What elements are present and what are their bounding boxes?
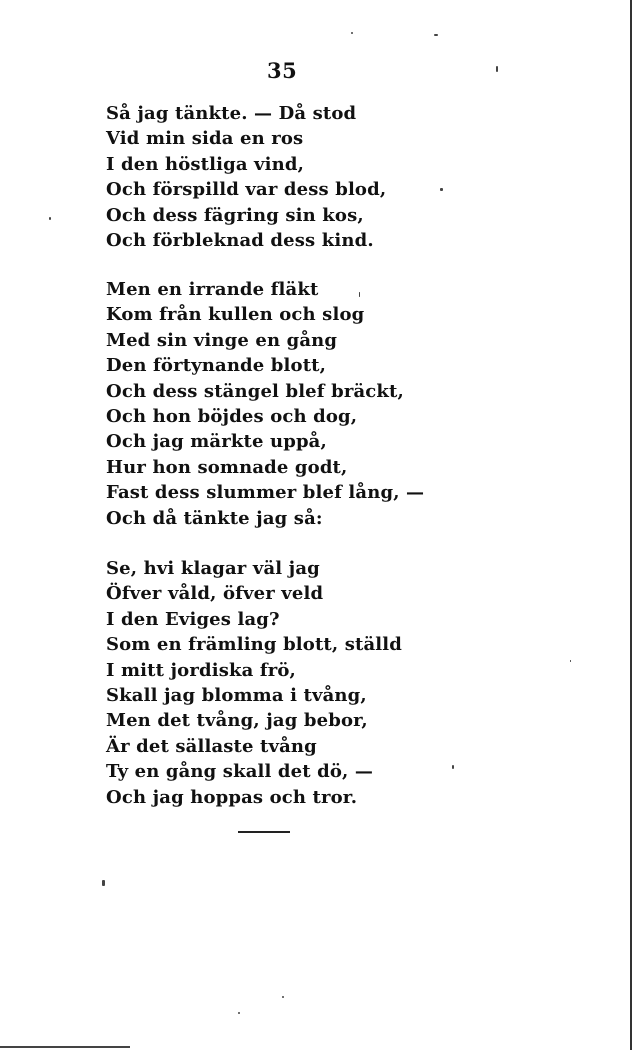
page-edge-bottom	[0, 1046, 130, 1048]
poem-line: Och förspilld var dess blod,	[106, 179, 387, 201]
stanza-2	[106, 277, 436, 531]
stanza-1	[106, 101, 436, 253]
poem-line: Är det sällaste tvång	[106, 735, 317, 757]
poem-line: Ty en gång skall det dö, —	[106, 761, 373, 783]
poem-line: Och förbleknad dess kind.	[106, 229, 374, 251]
poem-line: Skall jag blomma i tvång,	[106, 684, 367, 706]
poem-line: Vid min sida en ros	[106, 128, 304, 150]
poem-line: I den Eviges lag?	[106, 608, 280, 630]
page-number: 35	[267, 58, 298, 83]
paper-speck	[496, 66, 498, 72]
poem-line: Och dess fägring sin kos,	[106, 204, 364, 226]
poem-line: Men det tvång, jag bebor,	[106, 710, 368, 732]
stanza-3	[106, 556, 436, 810]
paper-speck	[440, 188, 443, 191]
poem-line: Som en främling blott, ställd	[106, 634, 402, 656]
poem-line: Se, hvi klagar väl jag	[106, 558, 320, 579]
poem-line: Men en irrande fläkt	[106, 279, 319, 300]
paper-speck	[49, 217, 51, 220]
poem-line: Och jag hoppas och tror.	[106, 786, 358, 808]
paper-speck	[434, 34, 438, 36]
poem-line: Och jag märkte uppå,	[106, 431, 327, 453]
poem-line: Öfver våld, öfver veld	[106, 583, 324, 605]
poem-line: Och då tänkte jag så:	[106, 507, 323, 529]
end-rule	[238, 831, 290, 833]
poem-line: Kom från kullen och slog	[106, 304, 365, 326]
paper-speck	[570, 660, 571, 662]
paper-speck	[359, 292, 360, 297]
poem-line: Så jag tänkte. — Då stod	[106, 103, 357, 124]
poem-line: I den höstliga vind,	[106, 153, 305, 175]
paper-speck	[452, 765, 454, 769]
poem-line: Med sin vinge en gång	[106, 329, 338, 351]
paper-speck	[282, 996, 284, 998]
poem-line: I mitt jordiska frö,	[106, 659, 296, 681]
paper-speck	[102, 880, 105, 886]
poem-line: Hur hon somnade godt,	[106, 456, 348, 478]
poem-line: Den förtynande blott,	[106, 355, 327, 377]
paper-speck	[238, 1012, 240, 1014]
paper-speck	[351, 32, 353, 34]
poem-line: Och dess stängel blef bräckt,	[106, 380, 404, 402]
poem-line: Fast dess slummer blef lång, —	[106, 482, 425, 504]
poem-line: Och hon böjdes och dog,	[106, 405, 358, 427]
